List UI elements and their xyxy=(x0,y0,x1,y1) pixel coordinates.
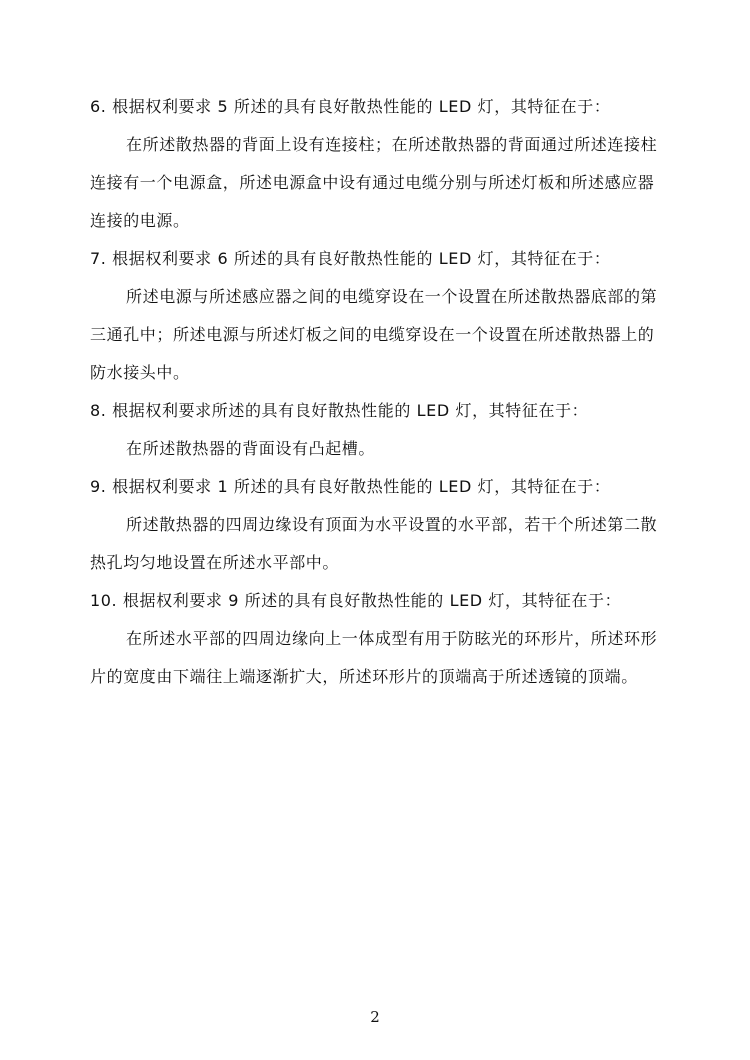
claim-7-text-line: 防水接头中。 xyxy=(90,363,190,382)
claim-7-text-line: 三通孔中；所述电源与所述灯板之间的电缆穿设在一个设置在所述散热器上的 xyxy=(90,325,655,344)
claim-7-heading: 7. 根据权利要求 6 所述的具有良好散热性能的 LED 灯，其特征在于： xyxy=(90,249,611,268)
claim-7-text-line: 所述电源与所述感应器之间的电缆穿设在一个设置在所述散热器底部的第 xyxy=(126,287,658,306)
claim-6-text-line: 在所述散热器的背面上设有连接柱；在所述散热器的背面通过所述连接柱 xyxy=(126,135,658,154)
page-number: 2 xyxy=(370,1008,380,1026)
claim-6-text-line: 连接的电源。 xyxy=(90,211,190,230)
claim-10-heading: 10. 根据权利要求 9 所述的具有良好散热性能的 LED 灯，其特征在于： xyxy=(90,591,622,610)
claim-8-heading: 8. 根据权利要求所述的具有良好散热性能的 LED 灯，其特征在于： xyxy=(90,401,589,420)
claim-6-heading: 6. 根据权利要求 5 所述的具有良好散热性能的 LED 灯，其特征在于： xyxy=(90,97,611,116)
claim-9-text-line: 热孔均匀地设置在所述水平部中。 xyxy=(90,553,340,572)
claim-10-text-line: 片的宽度由下端往上端逐渐扩大，所述环形片的顶端高于所述透镜的顶端。 xyxy=(90,667,638,686)
claim-6-text-line: 连接有一个电源盒，所述电源盒中设有通过电缆分别与所述灯板和所述感应器 xyxy=(90,173,655,192)
claim-10-text-line: 在所述水平部的四周边缘向上一体成型有用于防眩光的环形片，所述环形 xyxy=(126,629,658,648)
claim-8-text-line: 在所述散热器的背面设有凸起槽。 xyxy=(126,439,376,458)
claim-9-heading: 9. 根据权利要求 1 所述的具有良好散热性能的 LED 灯，其特征在于： xyxy=(90,477,611,496)
claim-9-text-line: 所述散热器的四周边缘设有顶面为水平设置的水平部，若干个所述第二散 xyxy=(126,515,658,534)
claims-list xyxy=(90,88,710,696)
